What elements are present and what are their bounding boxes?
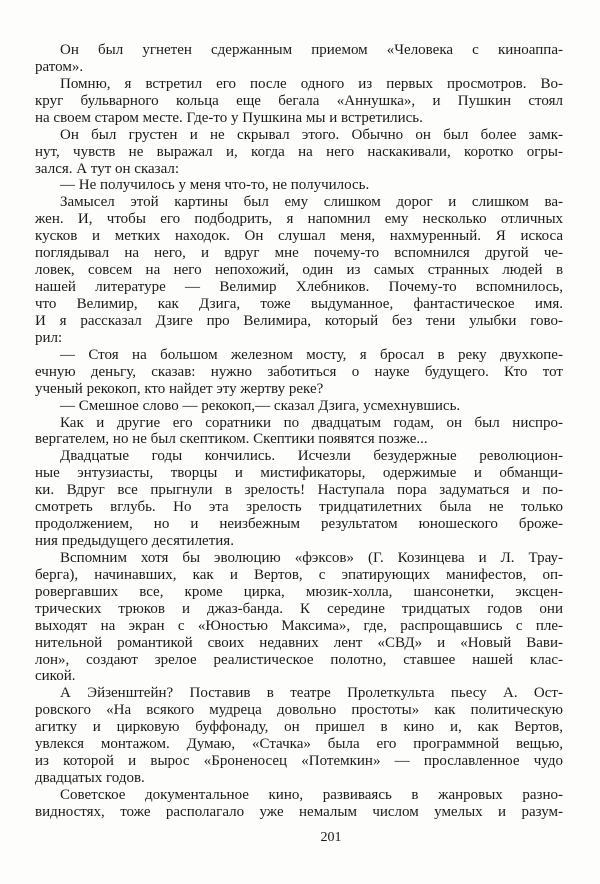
page-number: 201	[320, 830, 342, 845]
text-line: Как и другие его соратники по двадцатым годам, он был ниспро-	[60, 414, 564, 431]
text-line: двадцатых годов.	[35, 770, 145, 786]
text-line: Помню, я встретил его после одного из первых просмотров. Во-	[60, 75, 563, 92]
text-line: продолжением, но и неизбежным результатом юношеского броже-	[35, 516, 564, 532]
text-line: на своем старом месте. Где-то у Пушкина мы и встретились.	[35, 109, 423, 126]
text-line: видностях, тоже располагало уже немалым числом умелых и разум-	[35, 803, 564, 820]
text-line: — Не получилось у меня что-то, не получилось.	[60, 177, 370, 194]
text-line: что Велимир, как Дзига, тоже выдуманное, фантастическое имя.	[35, 295, 563, 312]
text-line: А Эйзенштейн? Поставив в театре Пролеткульта пьесу А. Ост-	[60, 685, 563, 702]
text-line: зался. А тут он сказал:	[35, 160, 180, 177]
text-line: берга), начинавших, как и Вертов, с эпатирующих манифестов, оп-	[35, 566, 563, 583]
text-line: рил:	[35, 329, 63, 346]
text-line: смотреть вглубь. Но эта зрелость тридцатилетних была не только	[35, 499, 563, 516]
text-line: нут, чувств не выражал и, когда на него наскакивали, коротко огры-	[35, 143, 563, 160]
text-line: выходят на экран с «Юностью Максима», где, распрощавшись с пле-	[35, 617, 564, 634]
text-line: нашей литературе — Велимир Хлебников. Почему-то вспомнилось,	[35, 279, 563, 295]
text-line: И я рассказал Дзиге про Велимира, который без тени улыбки гово-	[35, 312, 563, 329]
text-line: Вспомним хотя бы эволюцию «фэксов» (Г. Козинцева и Л. Трау-	[60, 549, 563, 566]
text-line: поглядывал на него, и вдруг мне почему-то вспомнился другой че-	[35, 245, 564, 262]
text-line: трических трюков и джаз-банда. К середине тридцатых годов они	[35, 600, 563, 617]
text-line: лон», создают зрелое реалистическое полотно, ставшее нашей клас-	[35, 651, 564, 668]
text-line: Он был грустен и не скрывал этого. Обычно он был более замк-	[60, 126, 564, 143]
text-line: ученый рекокоп, кто найдет эту жертву реке?	[35, 380, 324, 397]
text-line: ные энтузиасты, творцы и мистификаторы, одержимые и обманщи-	[35, 465, 563, 482]
text-line: круг бульварного кольца еще бегала «Аннушка», и Пушкин стоял	[35, 92, 563, 109]
text-line: сикой.	[35, 668, 76, 685]
text-line: ратом».	[35, 58, 84, 75]
text-line: Он был угнетен сдержанным приемом «Человека с киноаппа-	[60, 42, 563, 58]
text-line: нительной романтикой своих недавних лент «СВД» и «Новый Вави-	[35, 634, 564, 651]
text-line: Советское документальное кино, развиваясь в жанровых разно-	[60, 786, 563, 803]
text-line: Замысел этой картины был ему слишком дорог и слишком ва-	[60, 194, 564, 211]
text-line: увлекся монтажом. Думаю, «Стачка» была его программной вещью,	[35, 736, 564, 753]
text-line: из которой и вырос «Броненосец «Потемкин» — прославленное чудо	[35, 753, 563, 770]
text-line: ровергавших все, кроме цирка, мюзик-холла, шансонетки, эксцен-	[35, 583, 563, 600]
text-line: ечную деньгу, сказав: нужно заботиться о науке будущего. Кто тот	[35, 363, 563, 380]
text-line: — Смешное слово — рекокоп,— сказал Дзига, усмехнувшись.	[60, 397, 461, 414]
text-line: ловек, совсем на него непохожий, один из самых странных людей в	[35, 262, 564, 279]
text-line: вергателем, но не был скептиком. Скептики появятся позже...	[35, 431, 428, 448]
text-line: ки. Вдруг все прыгнули в зрелость! Наступала пора задуматься и по-	[35, 482, 564, 499]
text-line: кусков и метких находок. Он слушал меня, нахмуренный. Я искоса	[35, 228, 564, 245]
text-line: ровского «На всякого мудреца довольно простоты» как политическую	[35, 702, 564, 719]
text-line: ния предыдущего десятилетия.	[35, 533, 234, 549]
text-line: агитку и цирковую буффонаду, он пришел в кино и, как Вертов,	[35, 719, 563, 736]
text-line: жен. И, чтобы его подбодрить, я напомнил ему несколько отличных	[35, 211, 564, 228]
text-line: — Стоя на большом железном мосту, я бросал в реку двухкопе-	[60, 346, 563, 363]
text-line: Двадцатые годы кончились. Исчезли безудержные революцион-	[60, 448, 564, 465]
